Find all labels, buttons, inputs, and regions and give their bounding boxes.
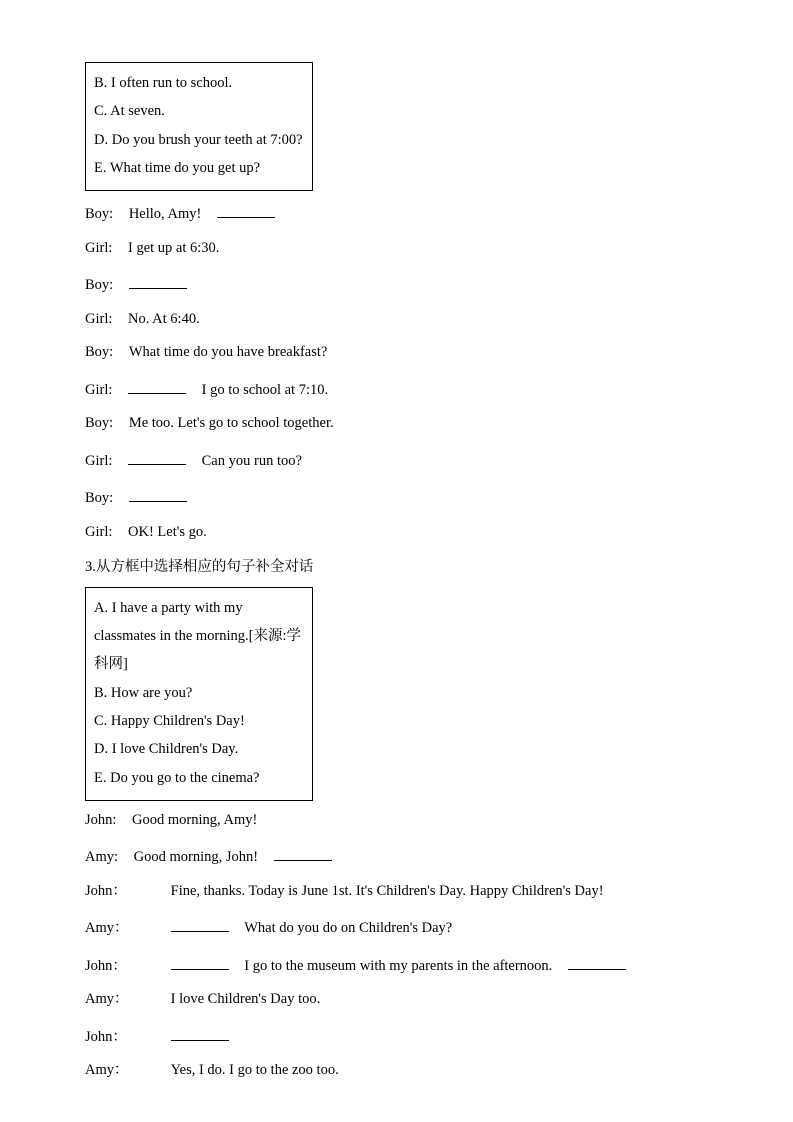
option-c: C. Happy Children's Day!	[94, 712, 245, 729]
speaker-label: Amy：	[85, 1062, 129, 1079]
dialogue-text: I love Children's Day too.	[170, 991, 321, 1008]
dialogue-text: Good morning, Amy!	[132, 811, 258, 828]
answer-blank[interactable]	[217, 203, 275, 218]
dialogue-text: What time do you have breakfast?	[128, 344, 328, 361]
answer-blank[interactable]	[171, 955, 229, 970]
option-e: E. Do you go to the cinema?	[94, 769, 260, 786]
answer-blank[interactable]	[128, 450, 186, 465]
dialogue-line	[85, 274, 708, 293]
dialogue-line	[85, 379, 708, 398]
speaker-label: Girl:	[85, 523, 113, 540]
dialogue-line	[85, 203, 708, 222]
dialogue-text: Hello, Amy!	[128, 206, 202, 223]
speaker-label: Boy:	[85, 490, 114, 507]
dialogue-line	[85, 450, 708, 469]
answer-blank[interactable]	[171, 917, 229, 932]
speaker-label: Boy:	[85, 206, 114, 223]
answer-blank[interactable]	[129, 487, 187, 502]
dialogue-text: Yes, I do. I go to the zoo too.	[170, 1062, 339, 1079]
option-d: D. I love Children's Day.	[94, 741, 239, 758]
dialogue-2	[85, 813, 708, 1078]
option-d: D. Do you brush your teeth at 7:00?	[94, 131, 303, 148]
dialogue-line	[85, 846, 708, 865]
dialogue-line	[85, 955, 708, 974]
speaker-label: Amy：	[85, 920, 129, 937]
option-b: B. How are you?	[94, 684, 193, 701]
dialogue-line	[85, 813, 708, 828]
dialogue-line	[85, 884, 708, 899]
dialogue-line	[85, 1063, 708, 1078]
section-title-3: 3.从方框中选择相应的句子补全对话	[85, 559, 314, 576]
speaker-label: Amy:	[85, 849, 119, 866]
speaker-label: Boy:	[85, 415, 114, 432]
speaker-label: John：	[85, 1028, 127, 1045]
speaker-label: Girl:	[85, 452, 113, 469]
option-e: E. What time do you get up?	[94, 159, 261, 176]
dialogue-text: No. At 6:40.	[128, 310, 200, 327]
speaker-label: John：	[85, 957, 127, 974]
dialogue-text: I get up at 6:30.	[128, 239, 220, 256]
answer-blank[interactable]	[274, 846, 332, 861]
dialogue-text: I go to school at 7:10.	[201, 381, 329, 398]
speaker-label: Girl:	[85, 310, 113, 327]
speaker-label: Boy:	[85, 344, 114, 361]
dialogue-text: Me too. Let's go to school together.	[128, 415, 334, 432]
dialogue-line	[85, 312, 708, 327]
dialogue-text: Fine, thanks. Today is June 1st. It's Children's Day. Happy Children's Day!	[170, 882, 604, 899]
dialogue-text: What do you do on Children's Day?	[244, 920, 453, 937]
dialogue-line	[85, 416, 708, 431]
answer-blank[interactable]	[568, 955, 626, 970]
dialogue-line	[85, 525, 708, 540]
speaker-label: John:	[85, 811, 117, 828]
dialogue-line	[85, 487, 708, 506]
answer-blank[interactable]	[128, 379, 186, 394]
dialogue-text: Good morning, John!	[133, 849, 259, 866]
dialogue-line	[85, 345, 708, 360]
dialogue-text: OK! Let's go.	[128, 523, 207, 540]
options-box-2	[85, 587, 313, 801]
speaker-label: Boy:	[85, 277, 114, 294]
dialogue-line	[85, 992, 708, 1007]
dialogue-line	[85, 241, 708, 256]
dialogue-line	[85, 917, 708, 936]
speaker-label: John：	[85, 882, 127, 899]
answer-blank[interactable]	[129, 274, 187, 289]
speaker-label: Amy：	[85, 991, 129, 1008]
speaker-label: Girl:	[85, 239, 113, 256]
option-c: C. At seven.	[94, 103, 165, 120]
dialogue-text: Can you run too?	[201, 452, 302, 469]
speaker-label: Girl:	[85, 381, 113, 398]
dialogue-text: I go to the museum with my parents in the afternoon.	[244, 957, 553, 974]
options-box-1	[85, 62, 313, 191]
dialogue-1	[85, 203, 708, 539]
option-b: B. I often run to school.	[94, 75, 233, 91]
option-a: A. I have a party with my classmates in the morning.[来源:学科网]	[94, 599, 301, 673]
answer-blank[interactable]	[171, 1026, 229, 1041]
dialogue-line	[85, 1026, 708, 1045]
